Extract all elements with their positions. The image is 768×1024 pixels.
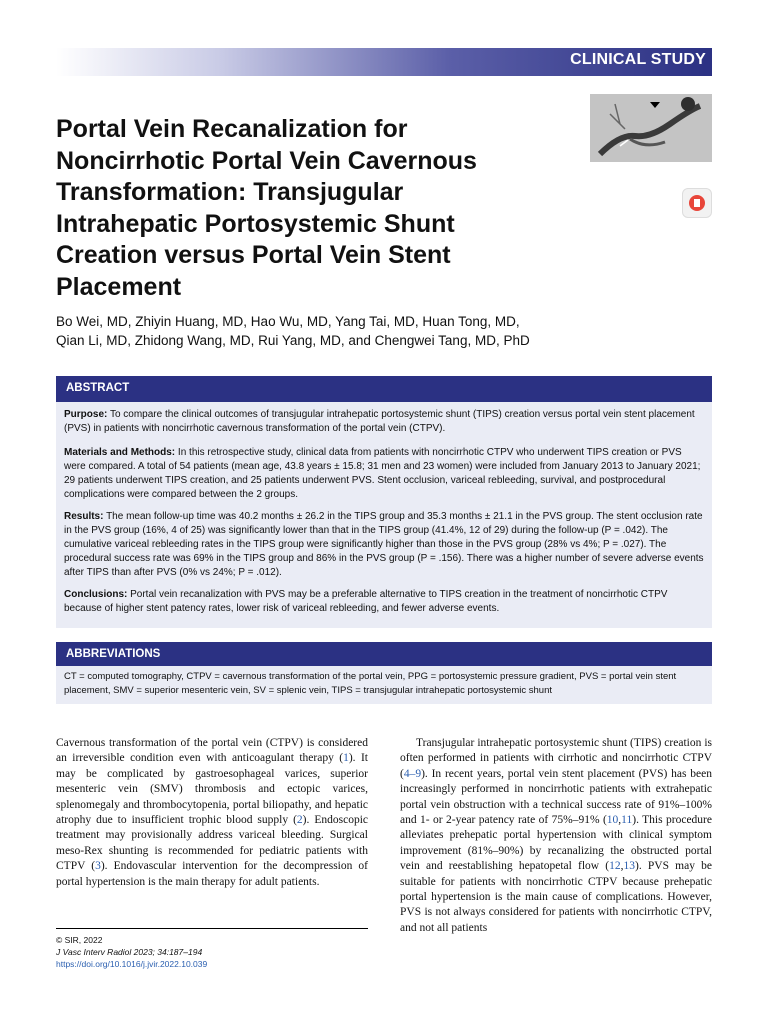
- abstract-results: [64, 510, 704, 580]
- body-text: ). In recent years, portal vein stent placement (PVS) has been increasingly performed in noncirrhotic patients with extrahepatic portal vein obstruction with a technical success rate of 91%–100% and 1- or 2-year patency rate of 75%–91% (: [400, 767, 712, 827]
- body-column-right: [400, 736, 712, 936]
- abbreviations-heading: ABBREVIATIONS: [66, 648, 161, 660]
- author-line-2: Qian Li, MD, Zhidong Wang, MD, Rui Yang, MD, and Chengwei Tang, MD, PhD: [56, 333, 530, 348]
- abstract-conclusions: [64, 588, 704, 616]
- copyright: © SIR, 2022: [56, 935, 103, 945]
- crossmark-icon[interactable]: [682, 188, 712, 218]
- article-title: Portal Vein Recanalization for Noncirrhotic Portal Vein Cavernous Transformation: Transjugular Intrahepatic Portosystemic Shunt Creation versus Portal Vein Stent Placement: [56, 115, 477, 301]
- section-label: CLINICAL STUDY: [570, 51, 706, 68]
- body-text: ). This procedure alleviates prehepatic portal hypertension with clinical symptom improvement (81%–90%) by recanalizing the obstructed portal vein and reestablishing hepatopetal flow (: [400, 814, 712, 873]
- methods-label: Materials and Methods:: [64, 447, 176, 458]
- reference-link[interactable]: 2: [296, 814, 303, 827]
- doi-link[interactable]: https://doi.org/10.1016/j.jvir.2022.10.039: [56, 959, 208, 969]
- article-footer: [56, 934, 368, 970]
- conclusions-text: Portal vein recanalization with PVS may be a preferable alternative to TIPS creation in the treatment of noncirrhotic CTPV because of higher stent patency rates, lower risk of variceal rebleeding, and fewer adverse events.: [64, 589, 668, 614]
- body-text: Transjugular intrahepatic portosystemic shunt (TIPS) creation is often performed in patients with cirrhotic and noncirrhotic CTPV (: [400, 737, 712, 780]
- body-text: ). It may be complicated by gastroesophageal varices, superior mesenteric vein (SMV) thrombosis and ectopic varices, splenomegaly and thrombocytopenia, portal biliopathy, and hepatic atrophy due to insufficient trophic blood supply (: [56, 752, 368, 827]
- reference-link[interactable]: 13: [623, 860, 635, 873]
- body-column-left: [56, 736, 368, 890]
- footer-divider: [56, 928, 368, 929]
- methods-text: In this retrospective study, clinical data from patients with noncirrhotic CTPV who underwent TIPS creation or PVS were compared. A total of 54 patients (mean age, 43.8 years ± 15.8; 31 men and 23 women) were included from January 2013 to January 2021; 29 patients underwent TIPS creation, and 25 patients underwent PVS. Stent occlusion, variceal rebleeding, survival, and postprocedural complications were compared between the 2 groups.: [64, 447, 701, 500]
- reference-link[interactable]: 11: [621, 814, 633, 827]
- results-label: Results:: [64, 511, 104, 522]
- body-text: ). Endoscopic treatment may provisionally address variceal bleeding. Surgical meso-Rex shunting is recommended for pediatric patients with CTPV (: [56, 814, 369, 873]
- author-list: [56, 312, 676, 350]
- abbreviations-text: CT = computed tomography, CTPV = cavernous transformation of the portal vein, PPG = portosystemic pressure gradient, PVS = portal vein stent placement, SMV = superior mesenteric vein, SV = splenic vein, TIPS = transjugular intrahepatic portosystemic shunt: [64, 671, 677, 696]
- results-text: The mean follow-up time was 40.2 months ± 26.2 in the TIPS group and 35.3 months ± 21.1 in the PVS group. The stent occlusion rate in the PVS group (16%, 4 of 25) was significantly lower than that in the TIPS group (41.4%, 12 of 29) during the follow-up (P = .042). The cumulative variceal rebleeding rates in the TIPS group were significantly higher than those in the PVS group (28% vs 4%; P = .027). The procedural success rate was 69% in the TIPS group and 86% in the PVS group (P = .156). There was a higher number of severe adverse events after TIPS than after PVS (0% vs 24%; P = .012).: [64, 511, 704, 578]
- abstract-methods: [64, 446, 704, 502]
- reference-link[interactable]: 4–9: [403, 767, 422, 780]
- conclusions-label: Conclusions:: [64, 589, 128, 600]
- abstract-heading: ABSTRACT: [66, 382, 130, 394]
- abstract-heading-bar: [56, 376, 712, 402]
- reference-link[interactable]: 10: [606, 814, 619, 827]
- reference-separator: ,: [620, 860, 624, 873]
- purpose-label: Purpose:: [64, 409, 108, 420]
- abstract-purpose: [64, 408, 704, 436]
- abbreviations-heading-bar: [56, 642, 712, 666]
- body-text: ). PVS may be suitable for patients with noncirrhotic CTPV because prehepatic portal hypertension is the main cause of complications. However, PVS is not always considered for patients with noncirrhotic CTPV, and not all patients: [400, 860, 712, 934]
- reference-separator: ,: [618, 814, 622, 827]
- section-banner: [56, 48, 712, 76]
- journal-citation: J Vasc Interv Radiol 2023; 34:187–194: [56, 947, 203, 957]
- cover-thumbnail-image[interactable]: [590, 94, 712, 162]
- reference-link[interactable]: 3: [95, 860, 101, 873]
- author-line-1: Bo Wei, MD, Zhiyin Huang, MD, Hao Wu, MD, Yang Tai, MD, Huan Tong, MD,: [56, 314, 520, 329]
- purpose-text: To compare the clinical outcomes of transjugular intrahepatic portosystemic shunt (TIPS) creation versus portal vein stent placement (PVS) in patients with noncirrhotic cavernous transformation of the portal vein (CTPV).: [64, 409, 695, 434]
- reference-link[interactable]: 1: [343, 752, 349, 765]
- body-text: ). Endovascular intervention for the decompression of portal hypertension is the main therapy for adult patients.: [56, 860, 368, 888]
- reference-link[interactable]: 12: [609, 860, 621, 873]
- body-text: Cavernous transformation of the portal vein (CTPV) is considered an irreversible condition even with anticoagulant therapy (: [56, 737, 368, 765]
